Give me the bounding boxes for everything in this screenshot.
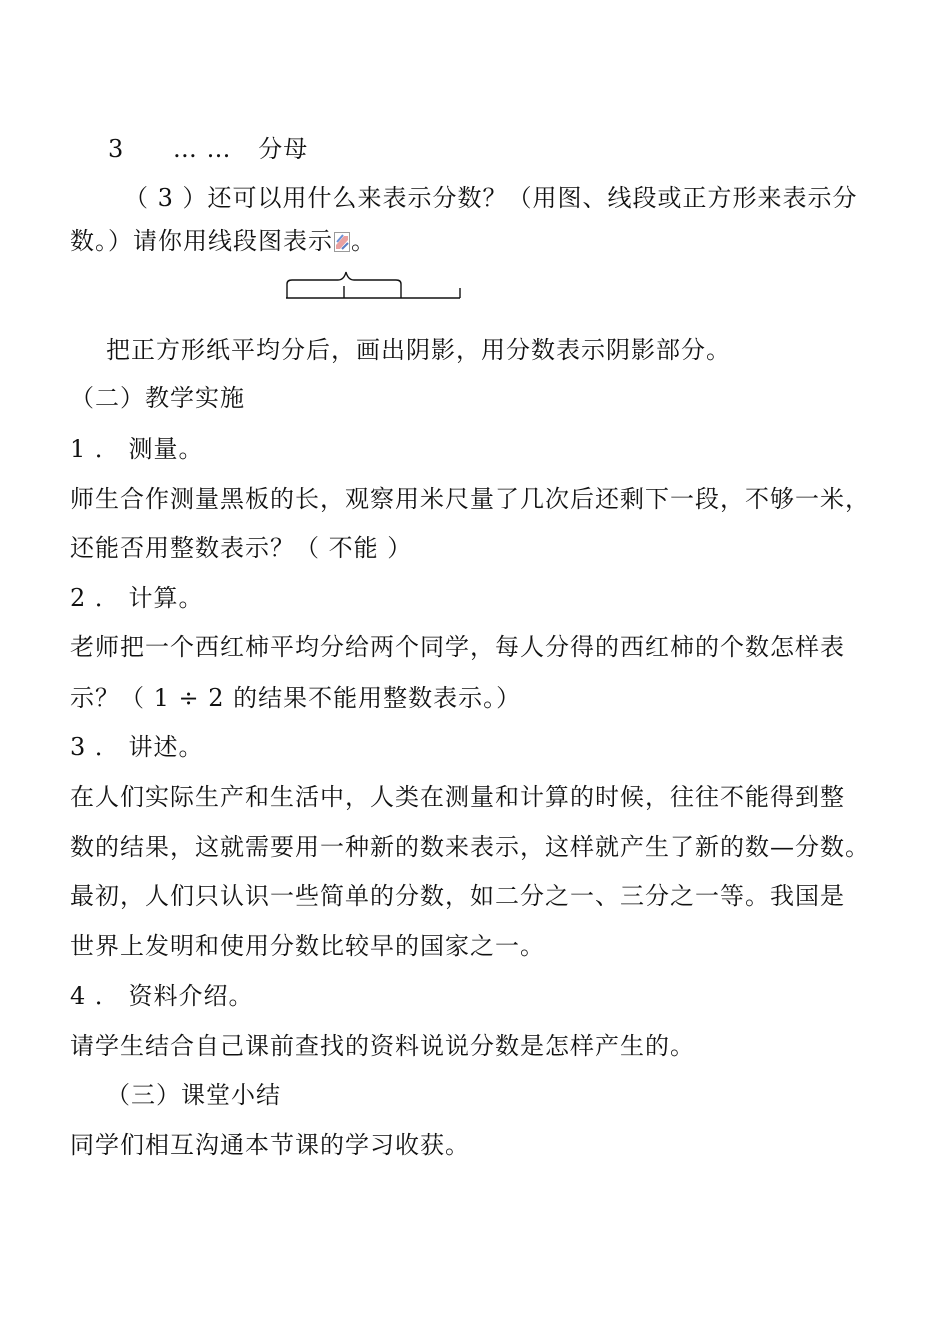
paragraph-line: 在人们实际生产和生活中，人类在测量和计算的时候，往往不能得到整 — [70, 783, 845, 811]
paragraph-line: 师生合作测量黑板的长，观察用米尺量了几次后还剩下一段，不够一米， — [70, 485, 870, 513]
step-1-heading: 1 ． 测量。 — [70, 435, 204, 463]
paragraph-line: 最初，人们只认识一些简单的分数，如二分之一、三分之一等。我国是 — [70, 882, 845, 910]
step-4-heading: 4 ． 资料介绍。 — [70, 982, 254, 1010]
segment-instruction: 数。）请你用线段图表示 — [70, 227, 333, 255]
paragraph-line: 同学们相互沟通本节课的学习收获。 — [70, 1131, 470, 1159]
step-2-heading: 2 ． 计算。 — [70, 584, 204, 612]
section-heading-3: （三）课堂小结 — [106, 1081, 281, 1109]
question-3-continuation — [70, 226, 376, 256]
period: 。 — [351, 227, 376, 255]
denominator-label: 分母 — [258, 135, 309, 163]
step-3-heading: 3 ． 讲述。 — [70, 733, 204, 761]
line-segment-diagram — [286, 270, 462, 302]
paragraph-line: 请学生结合自己课前查找的资料说说分数是怎样产生的。 — [70, 1032, 695, 1060]
paragraph-line: 数的结果，这就需要用一种新的数来表示，这样就产生了新的数—分数。 — [70, 833, 870, 861]
section-heading-2: （二）教学实施 — [70, 384, 245, 412]
line-number: 3 — [108, 135, 125, 163]
ellipsis: … … — [172, 135, 232, 163]
denominator-line — [108, 134, 308, 164]
paragraph-line: 老师把一个西红柿平均分给两个同学，每人分得的西红柿的个数怎样表 — [70, 633, 845, 661]
square-paper-line: 把正方形纸平均分后，画出阴影，用分数表示阴影部分。 — [106, 336, 731, 364]
paragraph-line: 示？（ 1 ÷ 2 的结果不能用整数表示。） — [70, 684, 522, 712]
paragraph-line: 世界上发明和使用分数比较早的国家之一。 — [70, 932, 545, 960]
paragraph-line: 还能否用整数表示？（ 不能 ） — [70, 534, 413, 562]
broken-image-icon — [334, 232, 350, 252]
question-3-line: （ 3 ）还可以用什么来表示分数？（用图、线段或正方形来表示分 — [124, 184, 858, 212]
